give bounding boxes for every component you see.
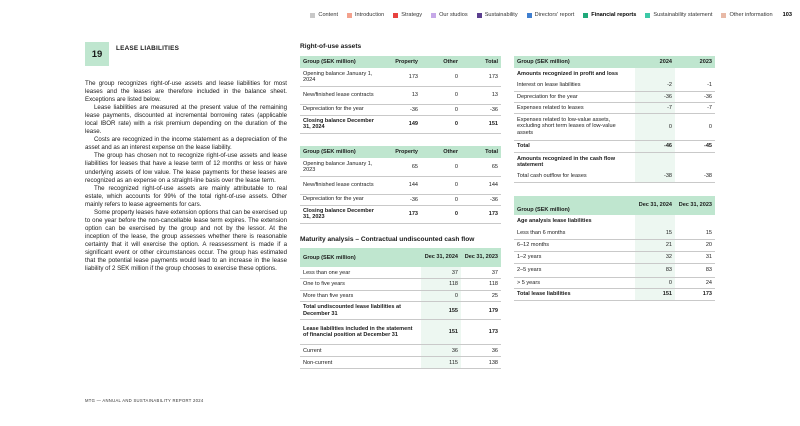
- row-label: Depreciation for the year: [300, 104, 379, 115]
- col-header: Other: [421, 56, 461, 68]
- table-row: [514, 251, 715, 263]
- cell: -7: [675, 102, 715, 113]
- table-row: [514, 171, 715, 182]
- cell: 31: [675, 251, 715, 263]
- nav-our-studios-label: Our studios: [439, 12, 468, 18]
- cell: 37: [421, 267, 461, 279]
- table-row-total: [514, 140, 715, 152]
- cell: 32: [635, 251, 675, 263]
- table-row: [300, 267, 501, 279]
- cell: 144: [379, 176, 421, 194]
- cell: 115: [421, 357, 461, 369]
- col-header: Group (SEK million): [300, 146, 379, 158]
- row-label: Lease liabilities included in the statement of financial position at December 31: [300, 320, 421, 345]
- cell: 20: [675, 239, 715, 251]
- page-footer: MTG — ANNUAL AND SUSTAINABILITY REPORT 2024: [85, 398, 204, 403]
- cell: 65: [379, 158, 421, 176]
- note-body-text: [85, 80, 287, 273]
- paragraph: Some property leases have extension options that can be exercised up to one year before the non-cancellable lease term expires. The extension option can be exercised by the group and not by the lessor. At the inception of the lease, the group assesses whether there is reasonable certainty that it will exercise the option. A reassessment is made if a significant event or other circumstances occur. The group has estimated that the potential lease payments would lead to an increase in the lease liability of 2 SEK million if the group chooses to exercise these options.: [85, 208, 287, 273]
- cell: 25: [461, 290, 501, 302]
- cell: -38: [675, 171, 715, 182]
- cell: 0: [421, 115, 461, 133]
- table-row: [514, 102, 715, 113]
- pl-table: [514, 56, 715, 183]
- maturity-heading: Maturity analysis – Contractual undiscounted cash flow: [300, 236, 475, 243]
- nav-our-studios-swatch: [431, 13, 436, 18]
- row-label: Closing balance December 31, 2024: [300, 115, 379, 133]
- cell: 173: [461, 320, 501, 345]
- rou-table-2024: [300, 56, 501, 134]
- page-number: 103: [782, 12, 792, 18]
- cell: 0: [421, 86, 461, 104]
- cell: 173: [379, 68, 421, 86]
- row-label: Interest on lease liabilities: [514, 79, 635, 91]
- col-header-text: Dec 31, 2024: [638, 202, 672, 209]
- table-row: [514, 277, 715, 288]
- col-header: Group (SEK million): [514, 196, 635, 215]
- paragraph: The recognized right-of-use assets are mainly attributable to real estate, which accounts for 99% of the total right-of-use assets. Other mainly refers to lease agreements for cars.: [85, 184, 287, 208]
- section-label: Amounts recognized in profit and loss: [517, 70, 619, 77]
- nav-sustainability-statement-label: Sustainability statement: [653, 12, 713, 18]
- cell: [675, 215, 715, 227]
- row-label: Total undiscounted lease liabilities at December 31: [300, 302, 421, 320]
- table-row: [300, 194, 501, 205]
- col-header-text: Dec 31, 2023: [464, 254, 498, 261]
- cell: 0: [635, 113, 675, 140]
- rou-heading: Right-of-use assets: [300, 43, 362, 50]
- cell: 151: [421, 320, 461, 345]
- cell: 155: [421, 302, 461, 320]
- row-label: Less than 6 months: [514, 227, 635, 239]
- table-section-row: [514, 152, 715, 171]
- cell: -1: [675, 79, 715, 91]
- cell: -2: [635, 79, 675, 91]
- cell: 151: [635, 288, 675, 300]
- col-header: 2023: [675, 56, 715, 68]
- nav-other-information-label: Other information: [729, 12, 773, 18]
- row-label: More than five years: [300, 290, 421, 302]
- nav-directors-report-swatch: [527, 13, 532, 18]
- nav-other-information[interactable]: [721, 12, 772, 18]
- table-section-row: [514, 68, 715, 79]
- nav-sustainability-statement[interactable]: [645, 12, 712, 18]
- table-header-row: [300, 248, 501, 267]
- nav-financial-reports-label: Financial reports: [591, 12, 637, 18]
- cell: [675, 68, 715, 79]
- row-label: New/finished lease contracts: [300, 86, 379, 104]
- nav-introduction-label: Introduction: [355, 12, 385, 18]
- cell: 65: [461, 158, 501, 176]
- table-row: [300, 176, 501, 194]
- col-header: [635, 196, 675, 215]
- table-row: [514, 263, 715, 277]
- nav-our-studios[interactable]: [431, 12, 468, 18]
- cell: [635, 152, 675, 171]
- nav-introduction[interactable]: [347, 12, 384, 18]
- cell: -36: [461, 104, 501, 115]
- paragraph: Lease liabilities are measured at the present value of the remaining lease payments, discounted at incremental borrowing rates (applicable local IBOR rate) with a risk premium depending on the duration of the lease.: [85, 104, 287, 136]
- table-row: [300, 104, 501, 115]
- paragraph: The group has chosen not to recognize right-of-use assets and lease liabilities for leases that have a lease term of 12 months or less or have underlying assets of low value. The lease payments for these leases are recognized as an expense on a straight-line basis over the lease term.: [85, 152, 287, 184]
- row-label: Less than one year: [300, 267, 421, 279]
- cell: 149: [379, 115, 421, 133]
- row-label: Depreciation for the year: [300, 194, 379, 205]
- table-row: [300, 345, 501, 357]
- note-number-badge: 19: [85, 42, 109, 66]
- row-label: New/finished lease contracts: [300, 176, 379, 194]
- nav-content[interactable]: [310, 12, 338, 18]
- col-header: Total: [461, 56, 501, 68]
- cell: 173: [461, 205, 501, 223]
- cell: 0: [421, 158, 461, 176]
- table-row-total: [514, 288, 715, 300]
- table-row: [514, 113, 715, 140]
- cell: -36: [635, 91, 675, 102]
- row-label: One to five years: [300, 279, 421, 291]
- nav-sustainability-label: Sustainability: [484, 12, 518, 18]
- cell: -36: [675, 91, 715, 102]
- cell: 83: [675, 263, 715, 277]
- cell: 118: [461, 279, 501, 291]
- row-label: Total: [514, 140, 635, 152]
- table-row: [300, 86, 501, 104]
- table-row: [300, 158, 501, 176]
- table-row-total: [300, 320, 501, 345]
- col-header: [675, 196, 715, 215]
- paragraph: The group recognizes right-of-use assets and lease liabilities for most leases and the leases are therefore included in the balance sheet. Exceptions are listed below.: [85, 80, 287, 104]
- cell: 173: [461, 68, 501, 86]
- cell: 0: [675, 113, 715, 140]
- cell: 0: [421, 68, 461, 86]
- row-label: Non-current: [300, 357, 421, 369]
- table-row: [300, 279, 501, 291]
- cell: 0: [421, 290, 461, 302]
- cell: 37: [461, 267, 501, 279]
- cell: 179: [461, 302, 501, 320]
- cell: -7: [635, 102, 675, 113]
- cell: 0: [421, 194, 461, 205]
- nav-content-label: Content: [318, 12, 338, 18]
- col-header: Group (SEK million): [300, 248, 421, 267]
- row-label: Opening balance January 1, 2023: [300, 158, 379, 176]
- cell: -36: [461, 194, 501, 205]
- cell: 173: [379, 205, 421, 223]
- nav-financial-reports[interactable]: [583, 12, 636, 18]
- nav-sustainability-statement-swatch: [645, 13, 650, 18]
- cell: 0: [635, 277, 675, 288]
- table-header-row: [514, 56, 715, 68]
- nav-strategy[interactable]: [393, 12, 422, 18]
- cell: 21: [635, 239, 675, 251]
- maturity-table: [300, 248, 501, 369]
- note-title: LEASE LIABILITIES: [116, 45, 180, 52]
- table-row: [300, 357, 501, 369]
- paragraph: Costs are recognized in the income statement as a depreciation of the asset and as an interest expense on the lease liability.: [85, 136, 287, 152]
- col-header-text: Dec 31, 2023: [678, 202, 712, 209]
- cell: 15: [635, 227, 675, 239]
- cell: -38: [635, 171, 675, 182]
- nav-other-information-swatch: [721, 13, 726, 18]
- cell: -45: [675, 140, 715, 152]
- table-row: [514, 79, 715, 91]
- table-row-total: [300, 205, 501, 223]
- row-label: Closing balance December 31, 2023: [300, 205, 379, 223]
- col-header: 2024: [635, 56, 675, 68]
- cell: [635, 68, 675, 79]
- section-label: Amounts recognized in the cash flow statement: [517, 155, 616, 168]
- nav-introduction-swatch: [347, 13, 352, 18]
- col-header: Property: [379, 146, 421, 158]
- cell: 13: [461, 86, 501, 104]
- age-table: [514, 196, 715, 301]
- table-header-row: [300, 56, 501, 68]
- table-row-total: [300, 115, 501, 133]
- row-label: 1–2 years: [514, 251, 635, 263]
- rou-table-2023: [300, 146, 501, 224]
- col-header: [421, 248, 461, 267]
- section-label: Age analysis lease liabilities: [517, 218, 592, 224]
- cell: 0: [421, 176, 461, 194]
- cell: 0: [421, 205, 461, 223]
- cell: 138: [461, 357, 501, 369]
- cell: [675, 152, 715, 171]
- cell: [635, 215, 675, 227]
- row-label: > 5 years: [514, 277, 635, 288]
- row-label: 6–12 months: [514, 239, 635, 251]
- row-label: 2–5 years: [514, 263, 635, 277]
- nav-strategy-swatch: [393, 13, 398, 18]
- cell: 151: [461, 115, 501, 133]
- row-label: Depreciation for the year: [514, 91, 635, 102]
- cell: 15: [675, 227, 715, 239]
- col-header: Other: [421, 146, 461, 158]
- row-label: Expenses related to leases: [514, 102, 635, 113]
- nav-financial-reports-swatch: [583, 13, 588, 18]
- table-row: [300, 68, 501, 86]
- table-header-row: [514, 196, 715, 215]
- nav-content-swatch: [310, 13, 315, 18]
- row-label: Total lease liabilities: [514, 288, 635, 300]
- table-header-row: [300, 146, 501, 158]
- cell: 118: [421, 279, 461, 291]
- cell: -46: [635, 140, 675, 152]
- col-header: [461, 248, 501, 267]
- cell: 36: [461, 345, 501, 357]
- table-row: [300, 290, 501, 302]
- table-row: [514, 227, 715, 239]
- row-label: Opening balance January 1, 2024: [300, 68, 379, 86]
- cell: 144: [461, 176, 501, 194]
- nav-sustainability[interactable]: [477, 12, 518, 18]
- top-navigation: [225, 9, 792, 21]
- row-label: Total cash outflow for leases: [514, 171, 635, 182]
- col-header-text: Dec 31, 2024: [424, 254, 458, 261]
- row-label: Expenses related to low-value assets, excluding short term leases of low-value assets: [514, 113, 635, 140]
- cell: 173: [675, 288, 715, 300]
- nav-directors-report-label: Directors' report: [534, 12, 575, 18]
- col-header: Total: [461, 146, 501, 158]
- cell: 83: [635, 263, 675, 277]
- nav-directors-report[interactable]: [527, 12, 575, 18]
- cell: 13: [379, 86, 421, 104]
- nav-sustainability-swatch: [477, 13, 482, 18]
- col-header: Property: [379, 56, 421, 68]
- row-label: Current: [300, 345, 421, 357]
- table-section-row: [514, 215, 715, 227]
- table-row: [514, 239, 715, 251]
- cell: -36: [379, 194, 421, 205]
- nav-strategy-label: Strategy: [401, 12, 423, 18]
- cell: -36: [379, 104, 421, 115]
- col-header: Group (SEK million): [514, 56, 635, 68]
- cell: 24: [675, 277, 715, 288]
- col-header: Group (SEK million): [300, 56, 379, 68]
- table-row-total: [300, 302, 501, 320]
- cell: 0: [421, 104, 461, 115]
- table-row: [514, 91, 715, 102]
- cell: 36: [421, 345, 461, 357]
